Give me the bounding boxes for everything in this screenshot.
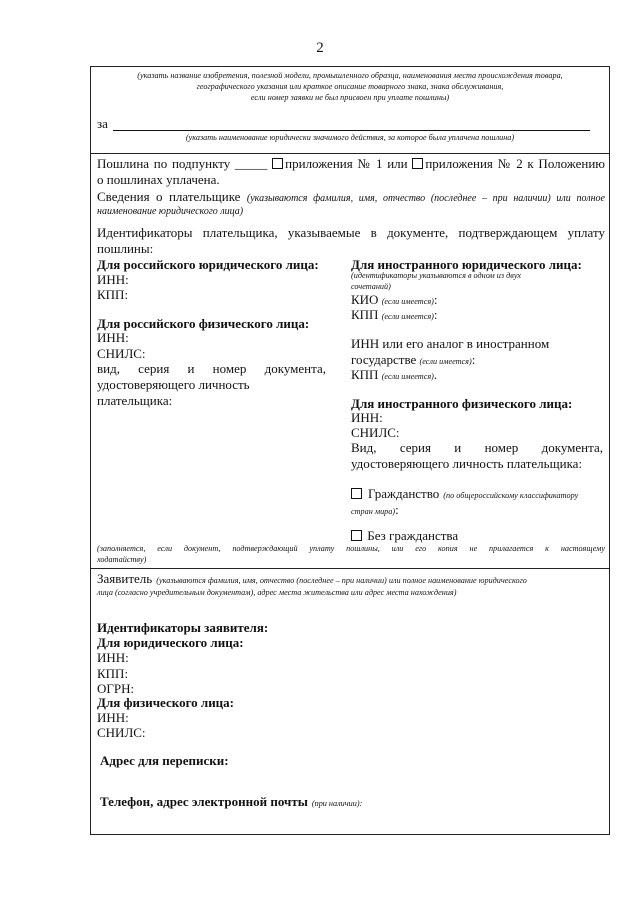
applicant-legal-ogrn: ОГРН: <box>97 681 135 696</box>
foreign-person-doc <box>351 440 603 472</box>
za-hint: (указать наименование юридически значимого действия, за которое была уплачена пошлина) <box>185 133 515 142</box>
foreign-legal-hint1: (идентификаторы указываются в одном из двух <box>351 271 521 280</box>
citizenship-label: Гражданство <box>368 486 440 501</box>
foreign-legal-hint2: сочетаний) <box>351 282 391 291</box>
top-note <box>95 70 605 103</box>
fee-block <box>97 156 605 188</box>
fill-note-line1: (заполняется, если документ, подтверждающий уплату пошлины, или его копия не прилагается к настоящему <box>97 544 605 553</box>
page-number: 2 <box>316 40 324 56</box>
fee-text-b: приложения № 1 или <box>285 156 408 171</box>
foreign-kpp-label: КПП <box>351 307 379 322</box>
ru-person-title: Для российского физического лица: <box>97 316 310 331</box>
citizenship-hint1: (по общероссийскому классификатору <box>443 491 579 500</box>
za-field-line[interactable] <box>113 130 590 131</box>
kio-label: КИО <box>351 292 379 307</box>
foreign-person-snils: СНИЛС: <box>351 425 400 440</box>
citizenship-hint2: стран мира) <box>351 507 396 516</box>
applicant-person-snils: СНИЛС: <box>97 725 146 740</box>
phone-label: Телефон, адрес электронной почты <box>100 794 308 809</box>
divider-1 <box>90 153 610 154</box>
citizenship-row: Гражданство (по общероссийскому классификатору стран мира): <box>351 486 579 517</box>
ru-legal-kpp: КПП: <box>97 287 129 302</box>
payer-info-label: Сведения о плательщике <box>97 189 241 204</box>
foreign-person-doc-line2: удостоверяющего личность плательщика: <box>351 456 583 471</box>
za-label: за <box>97 116 108 131</box>
phone-hint: (при наличии): <box>311 799 363 808</box>
address-label: Адрес для переписки: <box>100 753 229 768</box>
ru-person-doc-line1: вид, серия и номер документа, <box>97 361 326 376</box>
fee-text-a: Пошлина по подпункту _____ <box>97 156 268 171</box>
applicant-hint1: (указываются фамилия, имя, отчество (последнее – при наличии) или полное наименование юридического <box>156 576 527 585</box>
inn-analog-line1: ИНН или его аналог в иностранном <box>351 336 550 351</box>
foreign-person-inn: ИНН: <box>351 410 383 425</box>
foreign-kpp2-if-any: (если имеется) <box>381 372 434 381</box>
fee-line2: о пошлинах уплачена. <box>97 172 220 187</box>
applicant <box>97 571 605 598</box>
fee-text-c: приложения № 2 к Положению <box>425 156 606 171</box>
fill-note-line2: ходатайству) <box>97 555 147 564</box>
citizenship-checkbox[interactable] <box>351 488 362 499</box>
top-note-line1: (указать название изобретения, полезной модели, промышленного образца, наименования места происхождения товара, <box>137 71 563 80</box>
identifiers-line2: пошлины: <box>97 241 154 256</box>
applicant-person-title: Для физического лица: <box>97 695 235 710</box>
ru-legal-inn: ИНН: <box>97 272 129 287</box>
top-note-line3: если номер заявки не был присвоен при уплате пошлины) <box>250 93 450 102</box>
inn-analog: ИНН или его аналог в иностранном государстве (если имеется): <box>351 336 606 368</box>
foreign-person-title: Для иностранного физического лица: <box>351 396 573 411</box>
foreign-kpp-if-any: (если имеется) <box>381 312 434 321</box>
foreign-kpp2-row: КПП (если имеется). <box>351 367 438 382</box>
stateless-row <box>351 528 458 544</box>
identifiers <box>97 225 605 257</box>
phone-row <box>100 793 362 811</box>
inn-analog-if-any: (если имеется) <box>419 357 472 366</box>
inn-analog-line2: государстве <box>351 352 417 367</box>
ru-person-doc-line2: удостоверяющего личность плательщика: <box>97 377 250 408</box>
foreign-kpp2-label: КПП <box>351 367 379 382</box>
foreign-kpp-row: КПП (если имеется): <box>351 307 438 322</box>
applicant-legal-kpp: КПП: <box>97 666 129 681</box>
top-note-line2: географического указания или краткое описание товарного знака, знака обслуживания, <box>196 82 504 91</box>
applicant-person-inn: ИНН: <box>97 710 129 725</box>
foreign-legal-hint <box>351 270 601 292</box>
ru-legal-title: Для российского юридического лица: <box>97 257 319 272</box>
applicant-hint2: лица (согласно учредительным документам), адрес места жительства или адрес места нахождения) <box>97 588 457 597</box>
foreign-person-doc-line1: Вид, серия и номер документа, <box>351 440 603 455</box>
stateless-label: Без гражданства <box>367 528 459 543</box>
applicant-legal-inn: ИНН: <box>97 650 129 665</box>
payer-info <box>97 189 605 218</box>
ru-person-snils: СНИЛС: <box>97 346 146 361</box>
applicant-ids-title: Идентификаторы заявителя: <box>97 620 269 635</box>
ru-person-doc <box>97 361 326 409</box>
ru-person-inn: ИНН: <box>97 330 129 345</box>
foreign-legal-title: Для иностранного юридического лица: <box>351 257 582 272</box>
fill-note <box>97 543 605 565</box>
applicant-label: Заявитель <box>97 571 153 586</box>
applicant-legal-title: Для юридического лица: <box>97 635 244 650</box>
payer-info-hint1: (указываются фамилия, имя, отчество (последнее – при наличии) или полное <box>246 193 605 204</box>
appendix-1-checkbox[interactable] <box>272 158 283 169</box>
identifiers-line1: Идентификаторы плательщика, указываемые в документе, подтверждающем уплату <box>97 225 605 240</box>
appendix-2-checkbox[interactable] <box>412 158 423 169</box>
divider-2 <box>90 568 610 569</box>
stateless-checkbox[interactable] <box>351 530 362 541</box>
kio-row: КИО (если имеется): <box>351 292 438 307</box>
payer-info-hint2: наименование юридического лица) <box>97 206 244 217</box>
kio-if-any: (если имеется) <box>381 297 434 306</box>
